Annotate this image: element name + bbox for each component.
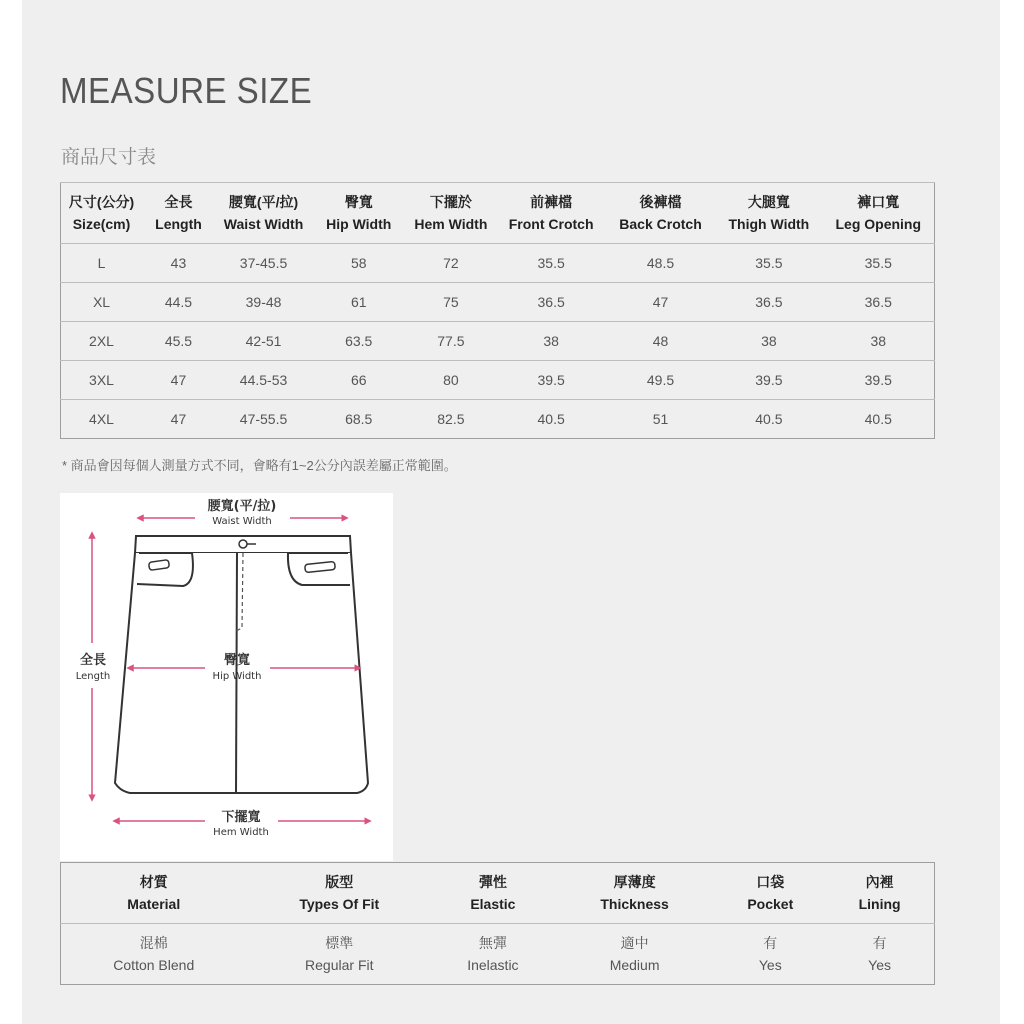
spec-header-cell [61, 863, 247, 924]
spec-value-zh: 混棉 [139, 935, 168, 951]
spec-header-en: Elastic [470, 896, 516, 912]
size-header-cell [215, 183, 312, 244]
size-header-zh: 下擺於 [429, 194, 472, 210]
spec-header-en: Thickness [600, 896, 669, 912]
spec-value-cell [715, 924, 825, 985]
measurement-note: * 商品會因每個人測量方式不同，會略有1~2公分內誤差屬正常範圍。 [62, 458, 457, 473]
skirt-diagram [60, 493, 393, 861]
size-value-cell: 37-45.5 [215, 244, 312, 283]
size-table-body [61, 244, 935, 439]
spec-value-en: Inelastic [467, 957, 519, 973]
size-value-cell: 47 [142, 400, 215, 439]
spec-header-cell [554, 863, 716, 924]
size-table-header-row [61, 183, 935, 244]
spec-value-en: Yes [758, 957, 782, 973]
size-value-cell: 39.5 [823, 361, 935, 400]
table-row [61, 283, 935, 322]
spec-header-en: Lining [858, 896, 901, 912]
spec-value-cell [61, 924, 247, 985]
size-value-cell: 63.5 [312, 322, 405, 361]
size-value-cell: 48.5 [606, 244, 715, 283]
size-header-cell [823, 183, 935, 244]
size-header-zh: 前褲檔 [530, 194, 573, 210]
size-value-cell: 40.5 [823, 400, 935, 439]
size-table [60, 182, 935, 439]
spec-header-zh: 內裡 [865, 874, 894, 890]
size-value-cell: 44.5 [142, 283, 215, 322]
size-value-cell: 82.5 [405, 400, 496, 439]
spec-value-cell [247, 924, 433, 985]
size-value-cell: 38 [823, 322, 935, 361]
button-icon [239, 540, 247, 548]
spec-value-cell [825, 924, 934, 985]
size-header-en: Front Crotch [508, 216, 594, 232]
waist-label-en: Waist Width [212, 516, 272, 527]
size-header-en: Size(cm) [72, 216, 131, 232]
table-row [61, 322, 935, 361]
left-coin-pocket [149, 560, 170, 571]
size-value-cell: 77.5 [405, 322, 496, 361]
spec-header-zh: 彈性 [478, 874, 507, 890]
size-value-cell: 47-55.5 [215, 400, 312, 439]
hip-label-zh: 臀寬 [223, 653, 251, 668]
size-value-cell: 36.5 [715, 283, 822, 322]
size-value-cell: 51 [606, 400, 715, 439]
spec-value-en: Regular Fit [305, 957, 374, 973]
hip-label-en: Hip Width [212, 671, 262, 682]
page-subtitle: 商品尺寸表 [61, 147, 157, 168]
size-value-cell: 36.5 [823, 283, 935, 322]
size-header-cell [405, 183, 496, 244]
size-value-cell: 40.5 [715, 400, 822, 439]
spec-table-value-row [61, 924, 935, 985]
size-value-cell: 45.5 [142, 322, 215, 361]
spec-value-en: Yes [868, 957, 892, 973]
size-header-zh: 尺寸(公分) [68, 194, 135, 210]
size-header-en: Length [155, 216, 202, 232]
size-value-cell: 42-51 [215, 322, 312, 361]
size-value-cell: 72 [405, 244, 496, 283]
size-value-cell: 39.5 [715, 361, 822, 400]
size-value-cell: 36.5 [496, 283, 605, 322]
size-value-cell: 39-48 [215, 283, 312, 322]
size-value-cell: 48 [606, 322, 715, 361]
size-label-cell: 4XL [61, 400, 143, 439]
spec-value-en: Medium [609, 957, 660, 973]
size-value-cell: 47 [142, 361, 215, 400]
spec-header-cell [247, 863, 433, 924]
spec-header-zh: 厚薄度 [613, 874, 656, 890]
size-header-zh: 全長 [164, 194, 193, 210]
spec-value-cell [432, 924, 554, 985]
size-value-cell: 58 [312, 244, 405, 283]
size-label-cell: 2XL [61, 322, 143, 361]
spec-value-cell [554, 924, 716, 985]
spec-header-zh: 口袋 [756, 874, 785, 890]
spec-header-cell [715, 863, 825, 924]
spec-table [60, 862, 935, 985]
spec-header-cell [825, 863, 934, 924]
size-value-cell: 68.5 [312, 400, 405, 439]
length-label-zh: 全長 [79, 653, 107, 668]
page-title: MEASURE SIZE [60, 70, 313, 111]
hem-label-zh: 下擺寬 [221, 810, 261, 825]
size-header-cell [142, 183, 215, 244]
size-value-cell: 80 [405, 361, 496, 400]
size-value-cell: 35.5 [715, 244, 822, 283]
size-label-cell: XL [61, 283, 143, 322]
size-value-cell: 35.5 [823, 244, 935, 283]
table-row [61, 400, 935, 439]
spec-header-cell [432, 863, 554, 924]
size-header-zh: 後褲檔 [639, 194, 682, 210]
length-label-en: Length [75, 671, 111, 682]
size-label-cell: 3XL [61, 361, 143, 400]
spec-header-en: Types Of Fit [299, 896, 380, 912]
table-row [61, 361, 935, 400]
size-header-cell [715, 183, 822, 244]
spec-value-zh: 適中 [620, 935, 649, 951]
size-value-cell: 40.5 [496, 400, 605, 439]
spec-value-en: Cotton Blend [113, 957, 195, 973]
size-value-cell: 38 [496, 322, 605, 361]
size-header-zh: 大腿寬 [747, 194, 790, 210]
size-value-cell: 44.5-53 [215, 361, 312, 400]
size-value-cell: 35.5 [496, 244, 605, 283]
size-label-cell: L [61, 244, 143, 283]
spec-value-zh: 有 [763, 935, 778, 951]
size-value-cell: 61 [312, 283, 405, 322]
size-header-en: Back Crotch [619, 216, 702, 232]
size-value-cell: 38 [715, 322, 822, 361]
skirt-diagram-svg [60, 493, 393, 861]
spec-header-en: Pocket [747, 896, 794, 912]
spec-header-zh: 版型 [325, 874, 354, 890]
spec-header-zh: 材質 [139, 874, 168, 890]
size-value-cell: 75 [405, 283, 496, 322]
size-header-en: Thigh Width [728, 216, 810, 232]
size-value-cell: 66 [312, 361, 405, 400]
size-header-en: Hip Width [326, 216, 392, 232]
spec-value-zh: 有 [872, 935, 887, 951]
size-header-en: Waist Width [223, 216, 304, 232]
spec-table-header-row [61, 863, 935, 924]
size-header-zh: 臀寬 [344, 194, 373, 210]
size-header-cell [61, 183, 143, 244]
size-header-en: Leg Opening [835, 216, 922, 232]
size-header-zh: 褲口寬 [857, 194, 900, 210]
size-header-cell [606, 183, 715, 244]
size-header-cell [312, 183, 405, 244]
hem-label-en: Hem Width [213, 827, 269, 838]
size-header-cell [496, 183, 605, 244]
size-value-cell: 43 [142, 244, 215, 283]
table-row [61, 244, 935, 283]
size-header-zh: 腰寬(平/拉) [228, 194, 299, 210]
size-value-cell: 47 [606, 283, 715, 322]
spec-value-zh: 無彈 [478, 935, 507, 951]
size-value-cell: 49.5 [606, 361, 715, 400]
spec-header-en: Material [127, 896, 181, 912]
waist-label-zh: 腰寬(平/拉) [207, 499, 277, 514]
spec-value-zh: 標準 [325, 935, 354, 951]
size-header-en: Hem Width [414, 216, 488, 232]
size-value-cell: 39.5 [496, 361, 605, 400]
